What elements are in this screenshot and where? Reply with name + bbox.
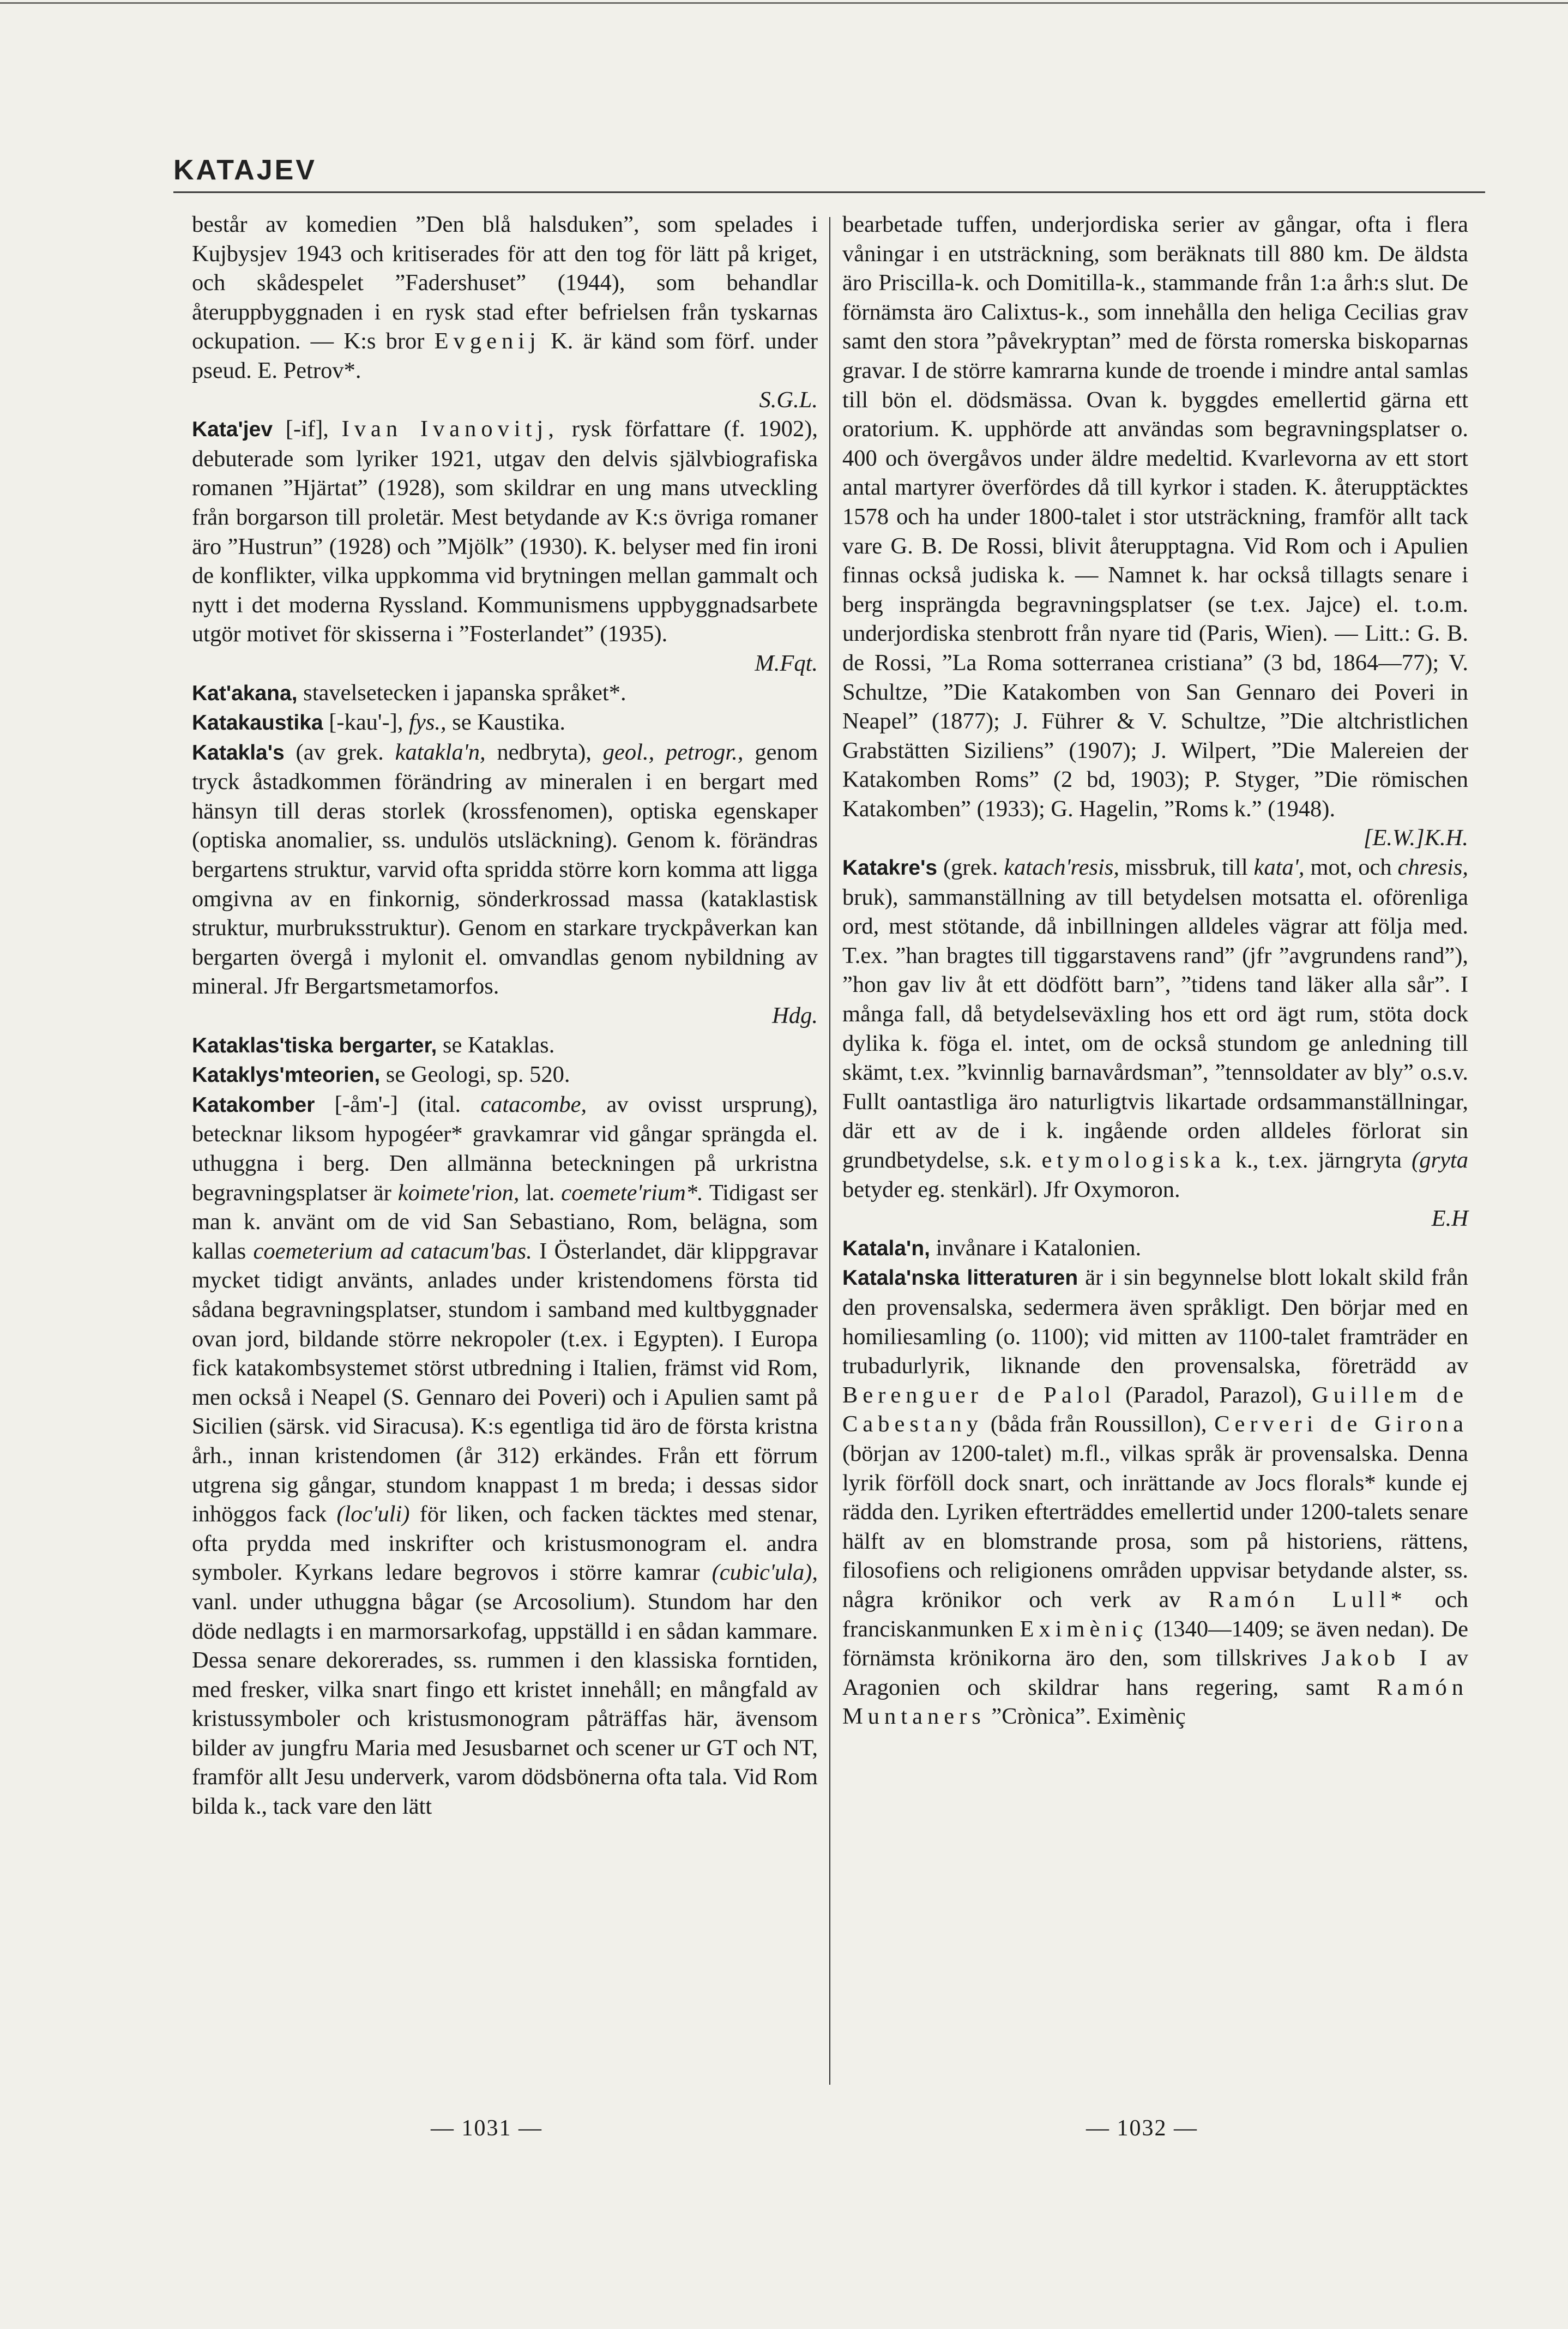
headword: Kataklas'tiska bergarter, bbox=[192, 1033, 437, 1057]
entry-katajev-ivan: Kata'jev [-if], Ivan Ivanovitj, rysk författare (f. 1902), debuterade som lyriker 1921, utgav den delvis självbiografiska romanen ”Hjärtat” (1928), som skildrar en ung mans utveckling från borgarson till proletär. Mest betydande av K:s övriga romaner äro ”Hustrun” (1928) och ”Mjölk” (1930). K. belyser med fin ironi de konflikter, vilka uppkomma vid brytningen mellan gammalt och nytt i det moderna Ryssland. Kommunismens uppbyggnadsarbete utgör motivet för skisserna i ”Fosterlandet” (1935). M.Fqt. bbox=[192, 414, 818, 678]
signature: [E.W.]K.H. bbox=[1363, 825, 1468, 851]
headword: Katakomber bbox=[192, 1093, 315, 1117]
headword: Kata'jev bbox=[192, 418, 273, 442]
header-rule bbox=[173, 191, 1485, 193]
signature: M.Fqt. bbox=[755, 650, 818, 676]
entry-katakomber-cont: bearbetade tuffen, underjordiska serier av gångar, ofta i flera våningar i en utsträckning, som beräknats till 880 km. De äldsta äro Priscilla-k. och Domitilla-k., stammande från 1:a årh:s slut. De förnämsta äro Calixtus-k., som innehålla den heliga Cecilias grav samt den stora ”påvekryptan” med de första romerska biskoparnas gravar. I de större kamrarna kunde de troende i mindre antal samlas till bön el. dödsmässa. Ovan k. byggdes emellertid gärna ett oratorium. K. upphörde att användas som begravningsplatser o. 400 och övergåvos under äldre medeltid. Kvarlevorna av ett stort antal martyrer överfördes då till kyrkor i staden. K. återupptäcktes 1578 och ha under 1800-talet i stor utsträckning, framför allt tack vare G. B. De Rossi, blivit återupptagna. Vid Rom och i Apulien finnas också judiska k. — Namnet k. har också tillagts senare i berg insprängda begravningsplatser (se t.ex. Jajce) el. t.o.m. underjordiska stenbrott från nyare tid (Paris, Wien). — Litt.: G. B. de Rossi, ”La Roma sotterranea cristiana” (3 bd, 1864—77); V. Schultze, ”Die Katakomben von San Gennaro dei Poveri in Neapel” (1877); J. Führer & V. Schultze, ”Die altchristlichen Grabstätten Siziliens” (1907); J. Wilpert, ”Die Malereien der Katakomben Roms” (2 bd, 1903); P. Styger, ”Die römischen Katakomben” (1933); G. Hagelin, ”Roms k.” (1948). [E.W.]K.H. bbox=[842, 210, 1468, 853]
signature: Hdg. bbox=[772, 1003, 818, 1029]
headword: Kataklys'mteorien, bbox=[192, 1063, 381, 1087]
entry-kataklastiska: Kataklas'tiska bergarter, se Kataklas. bbox=[192, 1032, 555, 1058]
scan-top-edge bbox=[0, 2, 1568, 4]
headword: Katakre's bbox=[842, 856, 938, 880]
page-number-left: — 1031 — bbox=[431, 2116, 542, 2141]
entry-katajev-cont: består av komedien ”Den blå halsduken”, som spelades i Kujbysjev 1943 och kritiserades för att den tog för lätt på kriget, och skådespelet ”Fadershuset” (1944), som behandlar återuppbyggnaden i en rysk stad efter befrielsen från tyskarnas ockupation. — K:s bror Evgenij K. är känd som förf. under pseud. E. Petrov*. S.G.L. bbox=[192, 210, 818, 414]
page-number-right: — 1032 — bbox=[1086, 2116, 1198, 2141]
signature: S.G.L. bbox=[759, 387, 818, 413]
entry-kataklysmteorien: Kataklys'mteorien, se Geologi, sp. 520. bbox=[192, 1062, 570, 1088]
entry-katalan: Katala'n, invånare i Katalonien. bbox=[842, 1235, 1142, 1261]
running-head: KATAJEV bbox=[173, 154, 317, 186]
entry-katalanska-litteraturen: Katala'nska litteraturen är i sin begynnelse blott lokalt skild från den provensalska, sedermera även språkligt. Den börjar med en homiliesamling (o. 1100); vid mitten av 1100-talet framträder en trubadurlyrik, liknande den provensalska, företrädd av Berenguer de Palol (Paradol, Parazol), Guillem de Cabestany (båda från Roussillon), Cerveri de Girona (början av 1200-talet) m.fl., vilkas språk är provensalska. Denna lyrik förföll dock snart, och inrättande av Jocs florals* kunde ej rädda den. Lyriken efterträddes emellertid under 1200-talets senare hälft av en blomstrande prosa, som på historiens, rättens, filosofiens och religionens områden uppvisar betydande alster, ss. några krönikor och verk av Ramón Lull* och franciskanmunken Eximèniç (1340—1409; se även nedan). De förnämsta krönikorna äro den, som tillskrives Jakob I av Aragonien och skildrar hans regering, samt Ramón Muntaners ”Crònica”. Eximèniç bbox=[842, 1265, 1469, 1730]
entry-katakana: Kat'akana, stavelsetecken i japanska språket*. bbox=[192, 679, 626, 706]
column-divider bbox=[829, 217, 830, 2085]
headword: Katala'n, bbox=[842, 1236, 930, 1260]
entry-katakres: Katakre's (grek. katach'resis, missbruk, till kata', mot, och chresis, bruk), sammanställning av till betydelsen motsatta el. oförenliga ord, mest stötande, då inbillningen alldeles vägrar att följa med. T.ex. ”han bragtes till tiggarstavens rand” (jfr ”avgrundens rand”), ”hon gav liv åt ett dödfött barn”, ”tidens tand läker alla sår”. I många fall, då betydelseväxling hos ett ord ägt rum, stöta dock dylika k. föga el. intet, om de också stundom ge anledning till skämt, t.ex. ”kvinnlig barnavårdsman”, ”tennsoldater av bly” o.s.v. Fullt oantastliga äro naturligtvis likartade ordsammanställningar, där ett av de i k. ingående orden alldeles förlorat sin grundbetydelse, s.k. etymologiska k., t.ex. järngryta (gryta betyder eg. stenkärl). Jfr Oxymoron. E.H bbox=[842, 853, 1468, 1233]
headword: Katakaustika bbox=[192, 711, 323, 735]
entry-kataklas: Katakla's (av grek. katakla'n, nedbryta), geol., petrogr., genom tryck åstadkommen förändring av mineralen i en bergart med hänsyn till deras storlek (krossfenomen), optiska egenskaper (optiska anomalier, ss. undulös utsläckning). Genom k. förändras bergartens struktur, varvid ofta spridda större korn komma att ligga omgivna av en finkornig, sönderkrossad massa (kataklastisk struktur, murbruksstruktur). Genom en starkare tryckpåverkan kan bergarten övergå i mylonit el. omvandlas genom nybildning av mineral. Jfr Bergartsmetamorfos. Hdg. bbox=[192, 738, 818, 1031]
headword: Kat'akana, bbox=[192, 681, 298, 705]
right-column bbox=[842, 210, 1468, 1731]
headword: Katakla's bbox=[192, 741, 285, 765]
signature: E.H bbox=[1431, 1206, 1468, 1232]
entry-katakomber: Katakomber [-åm'-] (ital. catacombe, av ovisst ursprung), betecknar liksom hypogéer* gravkamrar vid gångar sprängda el. uthuggna i berg. Den allmänna beteckningen på urkristna begravningsplatser är koimete'rion, lat. coemete'rium*. Tidigast ser man k. använt om de vid San Sebastiano, Rom, belägna, som kallas coemeterium ad catacum'bas. I Österlandet, där klippgravar mycket tidigt använts, anlades under kristendomens första tid sådana begravningsplatser, stundom i samband med kultbyggnader ovan jord, bildande större nekropoler (t.ex. i Egypten). I Europa fick katakombsystemet störst utbredning i Italien, främst vid Rom, men också i Neapel (S. Gennaro dei Poveri) och i Apulien samt på Sicilien (särsk. vid Siracusa). K:s egentliga tid äro de första kristna årh., innan kristendomen (år 312) erkändes. Från ett förrum utgrena sig gångar, stundom knappast 1 m breda; i dessas sidor inhöggos fack (loc'uli) för liken, och facken täcktes med stenar, ofta prydda med inskrifter och kristusmonogram el. andra symboler. Kyrkans ledare begrovos i större kamrar (cubic'ula), vanl. under uthuggna bågar (se Arcosolium). Stundom har den döde nedlagts i en marmorsarkofag, uppställd i en sådan kammare. Dessa senare dekorerades, ss. rummen i den klassiska forntiden, med fresker, vilka snart fingo ett kristet innehåll; en mångfald av kristussymboler och kristusmonogram påträffas här, ävensom bilder av jungfru Maria med Jesusbarnet och scener ur GT och NT, framför allt Jesu underverk, varom dödsbönerna ofta tala. Vid Rom bilda k., tack vare den lätt bbox=[192, 1091, 818, 1820]
left-column bbox=[192, 210, 818, 1821]
headword: Katala'nska litteraturen bbox=[842, 1266, 1078, 1290]
entry-katakaustika: Katakaustika [-kau'-], fys., se Kaustika. bbox=[192, 709, 565, 736]
